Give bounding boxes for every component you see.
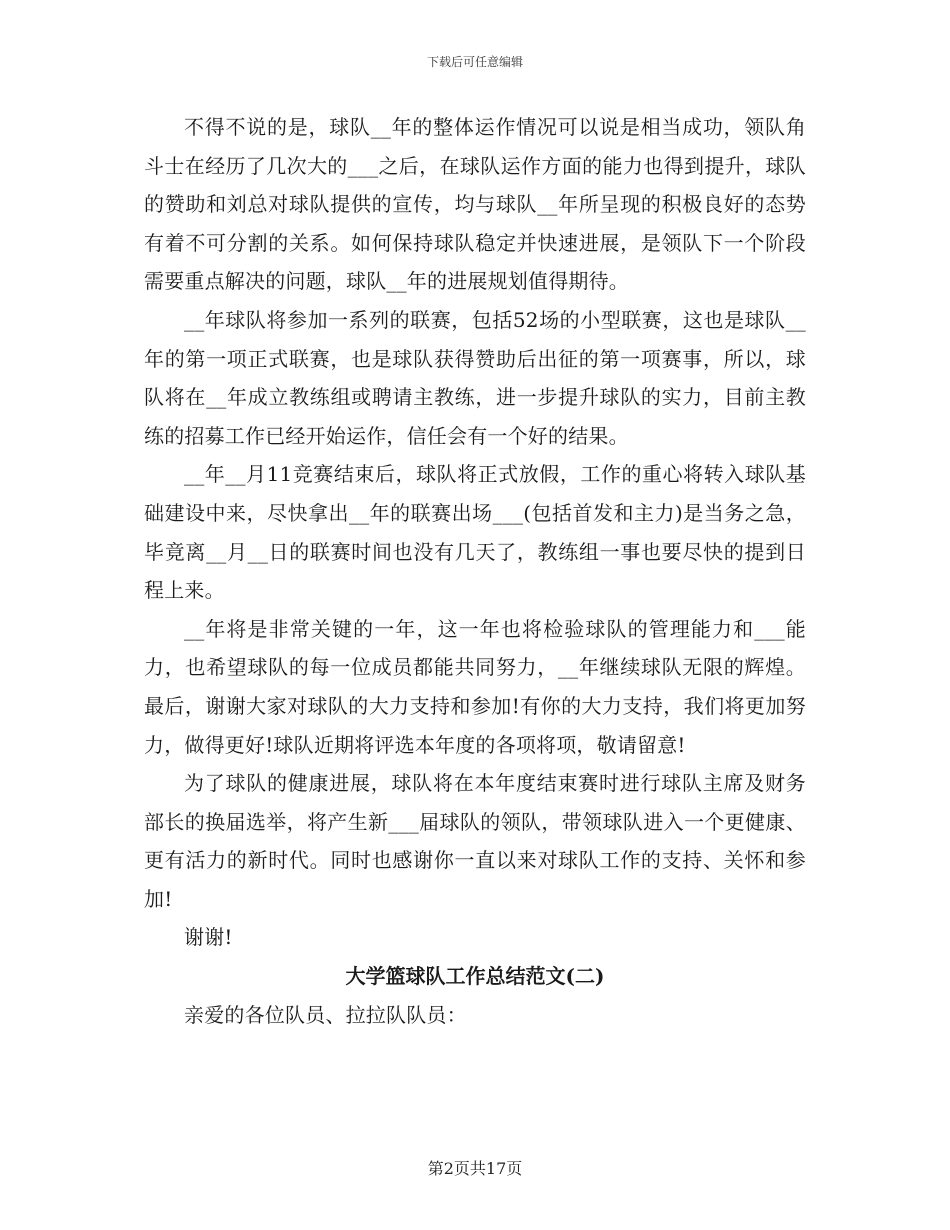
paragraph-3: __年__月11竞赛结束后，球队将正式放假，工作的重心将转入球队基础建设中来，尽快拿出__年的联赛出场___(包括首发和主力)是当务之急，毕竟离__月__日的联赛时间也没有几天了，教练组一事也要尽快的提到日程上来。 [144, 462, 806, 603]
page-header: 下载后可任意编辑 [426, 55, 523, 69]
salutation: 亲爱的各位队员、拉拉队队员： [184, 1002, 467, 1027]
paragraph-4: __年将是非常关键的一年，这一年也将检验球队的管理能力和___能力，也希望球队的每一位成员都能共同努力，__年继续球队无限的辉煌。最后，谢谢大家对球队的大力支持和参加!有你的大力支持，我们将更加努力，做得更好!球队近期将评选本年度的各项将项，敬请留意! [144, 616, 806, 757]
paragraph-2: __年球队将参加一系列的联赛，包括52场的小型联赛，这也是球队__年的第一项正式联赛，也是球队获得赞助后出征的第一项赛事，所以，球队将在__年成立教练组或聘请主教练，进一步提升球队的实力，目前主教练的招募工作已经开始运作，信任会有一个好的结果。 [144, 307, 806, 448]
paragraph-5: 为了球队的健康进展，球队将在本年度结束赛时进行球队主席及财务部长的换届选举，将产生新___届球队的领队，带领球队进入一个更健康、更有活力的新时代。同时也感谢你一直以来对球队工作的支持、关怀和参加! [144, 771, 806, 911]
document-body [144, 108, 806, 1034]
section-title: 大学篮球队工作总结范文(二) [345, 964, 605, 989]
page-number: 第2页共17页 [427, 1159, 523, 1178]
paragraph-1: 不得不说的是，球队__年的整体运作情况可以说是相当成功，领队角斗士在经历了几次大的___之后，在球队运作方面的能力也得到提升，球队的赞助和刘总对球队提供的宣传，均与球队__年所呈现的积极良好的态势有着不可分割的关系。如何保持球队稳定并快速进展，是领队下一个阶段需要重点解决的问题，球队__年的进展规划值得期待。 [144, 115, 806, 294]
thanks-line: 谢谢! [184, 925, 233, 950]
